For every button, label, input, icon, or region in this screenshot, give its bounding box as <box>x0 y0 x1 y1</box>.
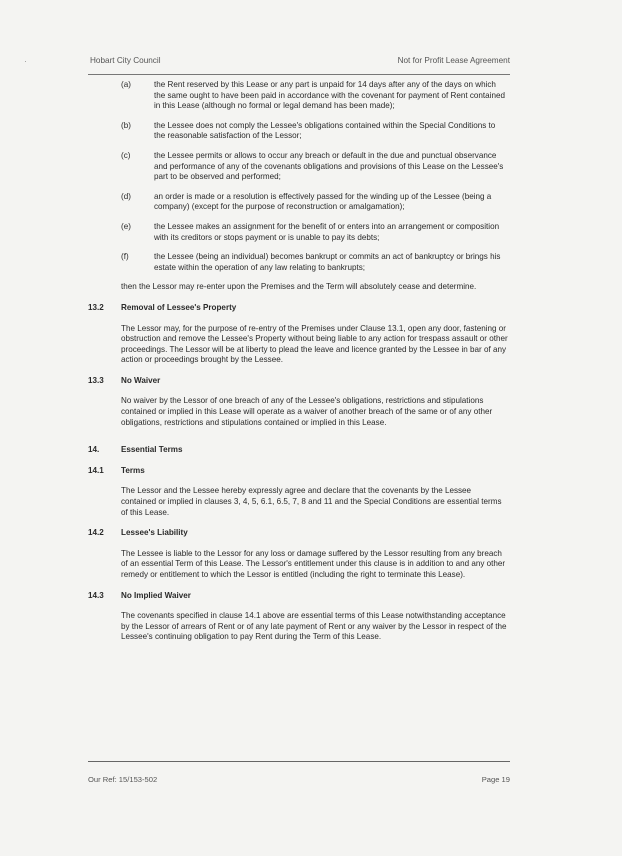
section-number: 13.2 <box>88 302 104 312</box>
document-body <box>88 80 508 653</box>
header-divider <box>88 74 510 75</box>
section-text: The covenants specified in clause 14.1 above are essential terms of this Lease notwithstanding acceptance by the Lessor of arrears of Rent or of any late payment of Rent or any waiver by the Lessor in respect of the Lessee's continuing obligation to pay Rent during the Term of this Lease. <box>121 611 507 642</box>
section-heading <box>88 445 508 456</box>
list-item-label: (c) <box>121 150 131 160</box>
list-item <box>88 151 508 183</box>
section-title: Essential Terms <box>121 445 183 455</box>
section-heading <box>88 528 508 539</box>
section-heading <box>88 303 508 314</box>
list-item-text: an order is made or a resolution is effectively passed for the winding up of the Lessee (being a company) (except for the purpose of reconstruction or amalgamation); <box>154 191 492 212</box>
section-title: No Waiver <box>121 375 161 385</box>
list-item <box>88 222 508 243</box>
list-item-text: the Rent reserved by this Lease or any part is unpaid for 14 days after any of the days on which the same ought to have been paid in accordance with the covenant for payment of Rent contained in this Lease (although no formal or legal demand has been made); <box>154 80 505 111</box>
section-title: Terms <box>121 465 145 475</box>
section-number: 13.3 <box>88 375 104 385</box>
section-text: The Lessor may, for the purpose of re-entry of the Premises under Clause 13.1, open any door, fastening or obstruction and remove the Lessee's Property without being liable to any action for trespass assault or other proceedings. The Lessor will be at liberty to plead the leave and licence granted by the Lessee in bar of any action or proceedings brought by the Lessee. <box>121 323 508 365</box>
list-item-label: (e) <box>121 221 131 231</box>
section-heading <box>88 376 508 387</box>
list-item-text: the Lessee permits or allows to occur any breach or default in the due and punctual observance and performance of any of the covenants obligations and provisions of this Lease on the Lessee's part to be observed and performed; <box>154 150 504 182</box>
section-heading <box>88 591 508 602</box>
list-item-label: (f) <box>121 252 129 262</box>
page-number: Page 19 <box>481 775 510 784</box>
list-item <box>88 192 508 213</box>
header-document-title: Not for Profit Lease Agreement <box>397 56 510 65</box>
section-text: The Lessor and the Lessee hereby expressly agree and declare that the covenants by the Lessee contained or implied in clauses 3, 4, 5, 6.1, 6.5, 7, 8 and 11 and the Special Conditions are essential terms of this Lease. <box>121 486 502 517</box>
list-item <box>88 80 508 112</box>
section-title: Lessee's Liability <box>121 528 188 538</box>
header-organisation: Hobart City Council <box>90 56 161 65</box>
section-heading <box>88 466 508 477</box>
section-number: 14.2 <box>88 528 104 538</box>
section-number: 14.1 <box>88 465 104 475</box>
section-number: 14. <box>88 445 100 455</box>
section-text: The Lessee is liable to the Lessor for any loss or damage suffered by the Lessor resulting from any breach of an essential Term of this Lease. The Lessor's entitlement under this clause is in addition to and any other remedy or entitlement to which the Lessor is entitled (including the right to terminate this Lease). <box>121 548 506 579</box>
section-text: No waiver by the Lessor of one breach of any of the Lessee's obligations, restrictions and stipulations contained or implied in this Lease will operate as a waiver of another breach of the same or of any other obligations, restrictions and stipulations contained or implied in this Lease. <box>121 396 493 427</box>
scan-mark: · <box>24 56 27 66</box>
list-item-text: the Lessee makes an assignment for the benefit of or enters into an arrangement or composition with its creditors or stops payment or is unable to pay its debts; <box>154 221 500 242</box>
section-title: No Implied Waiver <box>121 590 191 600</box>
list-item-label: (d) <box>121 191 131 201</box>
list-item-label: (b) <box>121 120 131 130</box>
list-item <box>88 252 508 273</box>
section-number: 14.3 <box>88 590 104 600</box>
footer-divider <box>88 761 510 762</box>
list-item-label: (a) <box>121 80 131 89</box>
section-title: Removal of Lessee's Property <box>121 302 237 312</box>
list-item-text: the Lessee does not comply the Lessee's obligations contained within the Special Conditions to the reasonable satisfaction of the Lessor; <box>154 120 496 141</box>
closing-paragraph: then the Lessor may re-enter upon the Premises and the Term will absolutely cease and determine. <box>121 282 477 292</box>
reference-number: Our Ref: 15/153-502 <box>88 775 158 784</box>
list-item <box>88 121 508 142</box>
list-item-text: the Lessee (being an individual) becomes bankrupt or commits an act of bankruptcy or brings his estate within the operation of any law relating to bankrupts; <box>154 252 501 272</box>
